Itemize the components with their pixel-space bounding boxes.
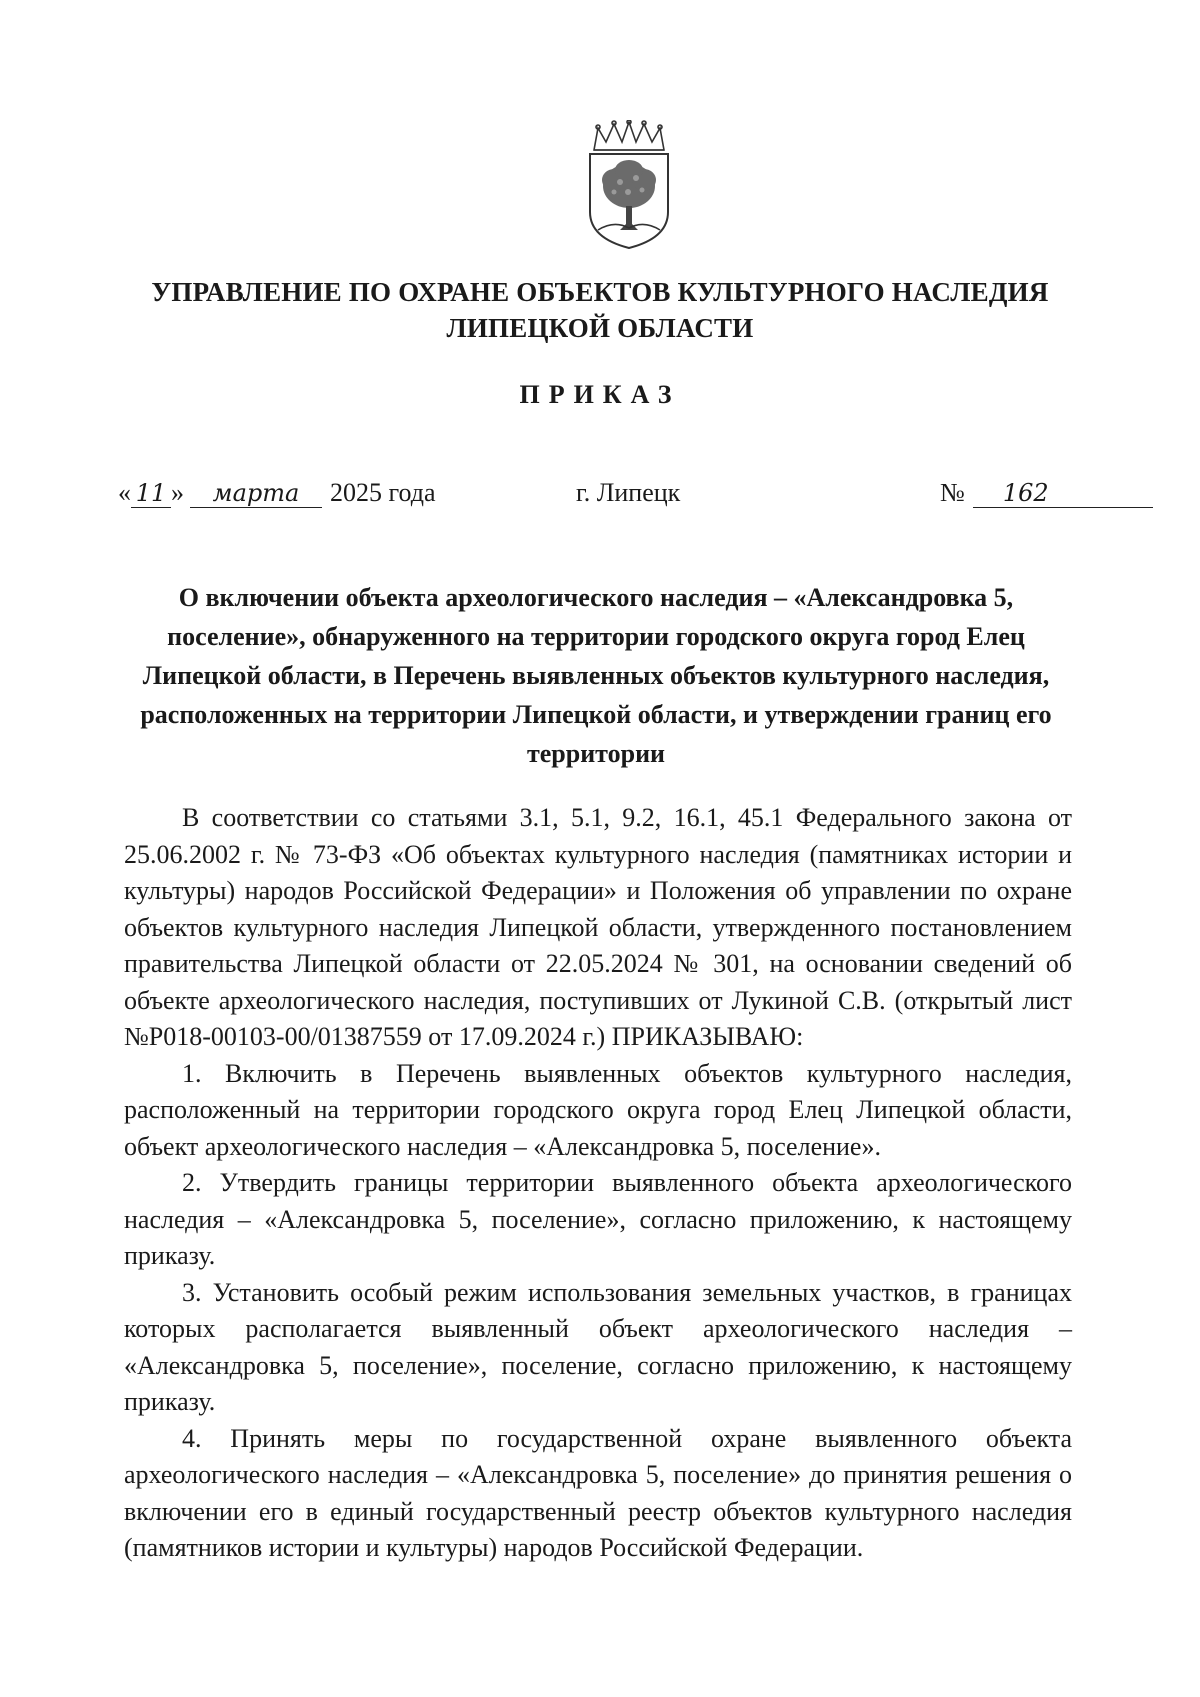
quote-open: «: [118, 478, 131, 507]
quote-close: »: [171, 478, 184, 507]
order-item-1: 1. Включить в Перечень выявленных объектов культурного наследия, расположенный на территории городского округа город Елец Липецкой области, объект археологического наследия – «Александровка 5, поселение».: [124, 1058, 1072, 1161]
order-subject: О включении объекта археологического наследия – «Александровка 5, поселение», обнаруженного на территории городского округа город Елец Липецкой области, в Перечень выявленных объектов культурного наследия, расположенных на территории Липецкой области, и утверждении границ его территории: [140, 583, 1052, 768]
preamble-paragraph: В соответствии со статьями 3.1, 5.1, 9.2, 16.1, 45.1 Федерального закона от 25.06.2002 г. № 73-ФЗ «Об объектах культурного наследия (памятниках истории и культуры) народов Российской Федерации» и Положения об управлении по охране объектов культурного наследия Липецкой области, утвержденного постановлением правительства Липецкой области от 22.05.2024 № 301, на основании сведений об объекте археологического наследия, поступивших от Лукиной С.В. (открытый лист №Р018-00103-00/01387559 от 17.09.2024 г.) ПРИКАЗЫВАЮ:: [124, 803, 1072, 1051]
handwritten-day: 11: [131, 479, 171, 508]
agency-name: [100, 274, 1100, 346]
order-city: г. Липецк: [576, 478, 681, 507]
handwritten-month: марта: [190, 479, 322, 508]
coat-of-arms-icon: [584, 120, 674, 250]
agency-name-line2: ЛИПЕЦКОЙ ОБЛАСТИ: [446, 313, 754, 343]
order-item-2: 2. Утвердить границы территории выявленного объекта археологического наследия – «Александровка 5, поселение», согласно приложению, к настоящему приказу.: [124, 1168, 1072, 1270]
order-body: [124, 800, 1072, 1567]
order-item-3: 3. Установить особый режим использования земельных участков, в границах которых располагается выявленный объект археологического наследия – «Александровка 5, поселение», поселение, согласно приложению, к настоящему приказу.: [124, 1277, 1072, 1416]
order-year: 2025 года: [330, 478, 436, 507]
handwritten-number: 162: [973, 479, 1153, 508]
order-meta-row: [118, 478, 1170, 518]
order-number: [940, 478, 1153, 508]
document-type-title: ПРИКАЗ: [519, 380, 681, 409]
agency-name-line1: УПРАВЛЕНИЕ ПО ОХРАНЕ ОБЪЕКТОВ КУЛЬТУРНОГО НАСЛЕДИЯ: [151, 277, 1049, 307]
number-label: №: [940, 478, 965, 507]
order-date: [118, 478, 436, 508]
order-item-4: 4. Принять меры по государственной охране выявленного объекта археологического наследия – «Александровка 5, поселение» до принятия решения о включении его в единый государственный реестр объектов культурного наследия (памятников истории и культуры) народов Российской Федерации.: [124, 1423, 1072, 1562]
